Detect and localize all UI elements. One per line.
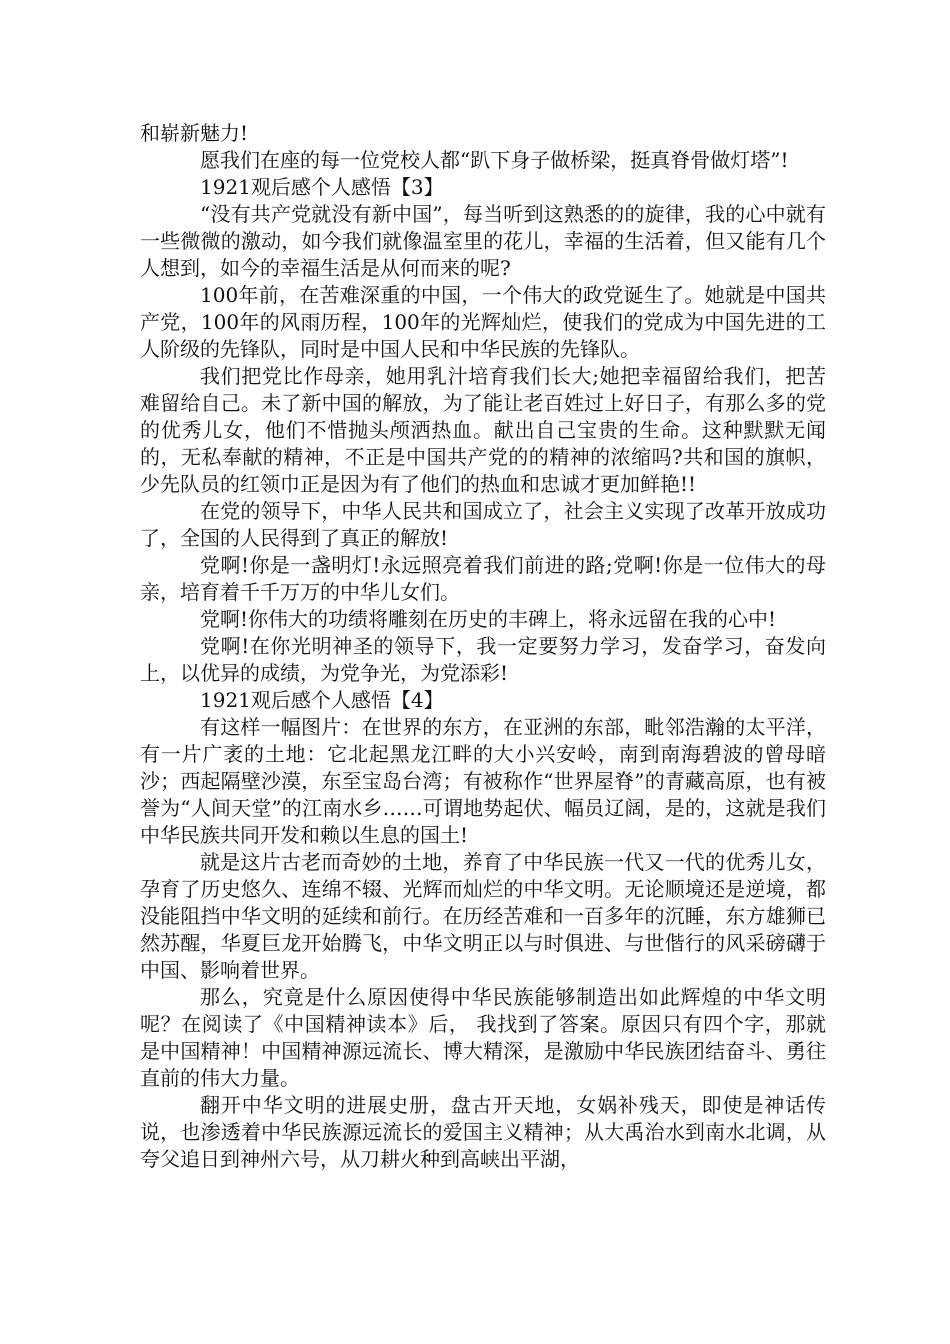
section-heading-3: 1921观后感个人感悟【3】 bbox=[200, 175, 444, 199]
paragraph: 党啊!你伟大的功绩将雕刻在历史的丰碑上，将永远留在我的心中! bbox=[200, 607, 777, 631]
paragraph: “没有共产党就没有新中国”，每当听到这熟悉的的旋律，我的心中就有一些微微的激动，如今我们就像温室里的花儿，幸福的生活着，但又能有几个人想到，如今的幸福生活是从何而来的呢? bbox=[140, 202, 826, 280]
section-heading-4: 1921观后感个人感悟【4】 bbox=[200, 688, 444, 712]
paragraph: 有这样一幅图片：在世界的东方，在亚洲的东部，毗邻浩瀚的太平洋，有一片广袤的土地：它北起黑龙江畔的大小兴安岭，南到南海碧波的曾母暗沙；西起隔壁沙漠，东至宝岛台湾；有被称作“世界屋脊”的青藏高原，也有被誉为“人间天堂”的江南水乡……可谓地势起伏、幅员辽阔，是的，这就是我们中华民族共同开发和赖以生息的国土! bbox=[140, 715, 826, 847]
paragraph-continuation: 和崭新魅力! bbox=[140, 121, 249, 145]
paragraph: 我们把党比作母亲，她用乳汁培育我们长大;她把幸福留给我们，把苦难留给自己。未了新中国的解放，为了能让老百姓过上好日子，有那么多的党的优秀儿女，他们不惜抛头颅洒热血。献出自己宝贵的生命。这种默默无闻的，无私奉献的精神，不正是中国共产党的的精神的浓缩吗?共和国的旗帜，少先队员的红领巾正是因为有了他们的热血和忠诚才更加鲜艳!! bbox=[140, 364, 826, 496]
paragraph: 党啊!你是一盏明灯!永远照亮着我们前进的路;党啊!你是一位伟大的母亲，培育着千千万万的中华儿女们。 bbox=[140, 553, 826, 604]
paragraph: 在党的领导下，中华人民共和国成立了，社会主义实现了改革开放成功了，全国的人民得到了真正的解放! bbox=[140, 499, 826, 550]
paragraph: 就是这片古老而奇妙的土地，养育了中华民族一代又一代的优秀儿女，孕育了历史悠久、连绵不辍、光辉而灿烂的中华文明。无论顺境还是逆境，都没能阻挡中华文明的延续和前行。在历经苦难和一百多年的沉睡，东方雄狮已然苏醒，华夏巨龙开始腾飞，中华文明正以与时俱进、与世偕行的风采磅礴于中国、影响着世界。 bbox=[140, 850, 826, 982]
document-page bbox=[140, 120, 826, 1173]
paragraph: 那么，究竟是什么原因使得中华民族能够制造出如此辉煌的中华文明呢？在阅读了《中国精神读本》后， 我找到了答案。原因只有四个字，那就是中国精神！中国精神源远流长、博大精深，是激励中华民族团结奋斗、勇往直前的伟大力量。 bbox=[140, 985, 826, 1090]
paragraph: 愿我们在座的每一位党校人都“趴下身子做桥梁，挺真脊骨做灯塔”! bbox=[200, 148, 789, 172]
paragraph: 党啊!在你光明神圣的领导下，我一定要努力学习，发奋学习，奋发向上，以优异的成绩，为党争光，为党添彩! bbox=[140, 634, 826, 685]
paragraph: 翻开中华文明的进展史册，盘古开天地，女娲补残天，即使是神话传说，也渗透着中华民族源远流长的爱国主义精神；从大禹治水到南水北调，从夸父追日到神州六号，从刀耕火种到高峡出平湖， bbox=[140, 1093, 826, 1171]
paragraph: 100年前，在苦难深重的中国，一个伟大的政党诞生了。她就是中国共产党，100年的风雨历程，100年的光辉灿烂，使我们的党成为中国先进的工人阶级的先锋队，同时是中国人民和中华民族的先锋队。 bbox=[140, 283, 826, 361]
